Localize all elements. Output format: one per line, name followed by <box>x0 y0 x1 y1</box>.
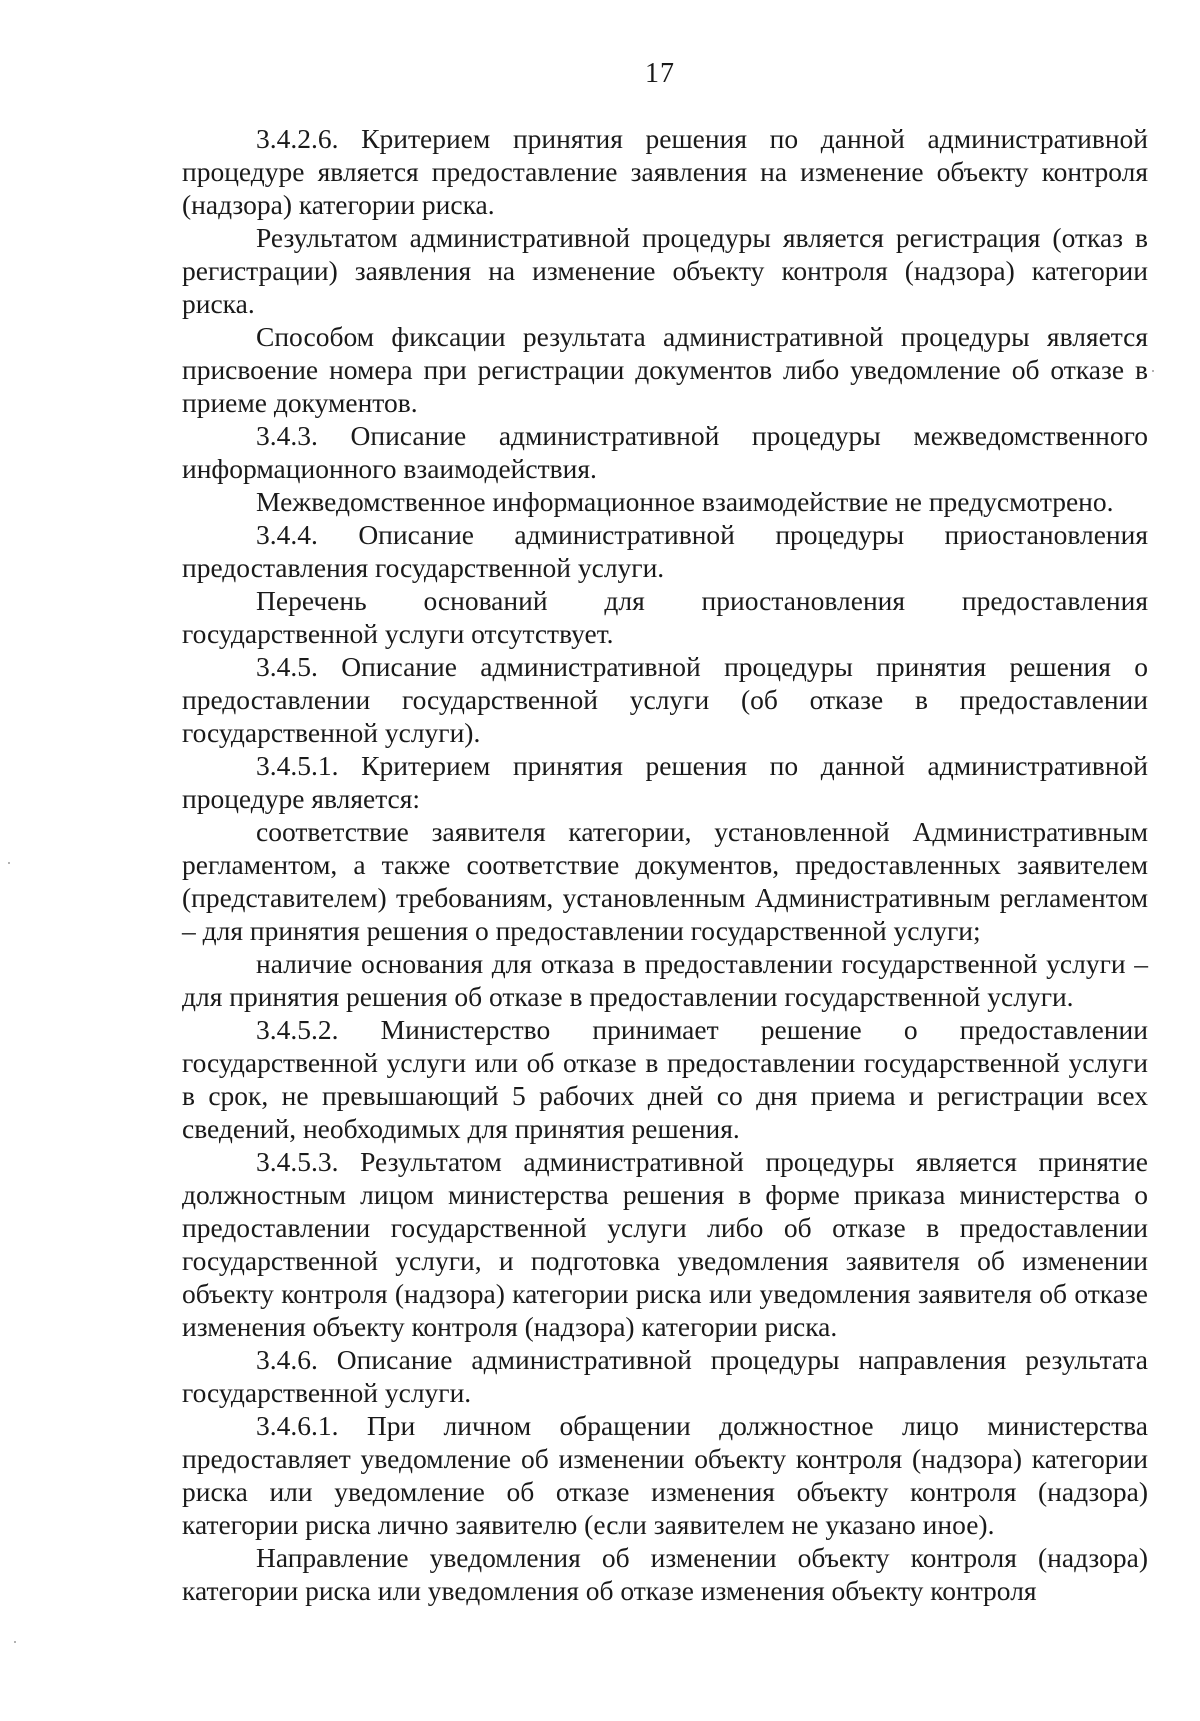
paragraph-fixation-method: Способом фиксации результата административной процедуры является присвоение номера при регистрации документов либо уведомление об отказе в приеме документов. <box>182 321 1148 418</box>
scan-dot <box>8 862 10 864</box>
paragraph-3-4-3: 3.4.3. Описание административной процедуры межведомственного информационного взаимодействия. <box>182 420 1148 484</box>
paragraph-criterion-refusal: наличие основания для отказа в предоставлении государственной услуги – для принятия решения об отказе в предоставлении государственной услуги. <box>182 948 1148 1012</box>
paragraph-notification-direction: Направление уведомления об изменении объекту контроля (надзора) категории риска или уведомления об отказе изменения объекту контроля <box>182 1542 1148 1606</box>
paragraph-3-4-4: 3.4.4. Описание административной процедуры приостановления предоставления государственной услуги. <box>182 519 1148 583</box>
paragraph-result-registration: Результатом административной процедуры является регистрация (отказ в регистрации) заявления на изменение объекту контроля (надзора) категории риска. <box>182 222 1148 319</box>
paragraph-3-4-5-3: 3.4.5.3. Результатом административной процедуры является принятие должностным лицом министерства решения в форме приказа министерства о предоставлении государственной услуги либо об отказе в предоставлении государственной услуги, и подготовка уведомления заявителя об изменении объекту контроля (надзора) категории риска или уведомления заявителя об отказе изменения объекту контроля (надзора) категории риска. <box>182 1146 1148 1342</box>
paragraph-3-4-5-2: 3.4.5.2. Министерство принимает решение о предоставлении государственной услуги или об отказе в предоставлении государственной услуги в срок, не превышающий 5 рабочих дней со дня приема и регистрации всех сведений, необходимых для принятия решения. <box>182 1014 1148 1144</box>
page-number: 17 <box>645 58 675 89</box>
scan-dot <box>14 1641 16 1643</box>
paragraph-3-4-5-1: 3.4.5.1. Критерием принятия решения по данной административной процедуре является: <box>182 750 1148 814</box>
paragraph-3-4-5: 3.4.5. Описание административной процедуры принятия решения о предоставлении государственной услуги (об отказе в предоставлении государственной услуги). <box>182 651 1148 748</box>
paragraph-suspension-grounds: Перечень оснований для приостановления предоставления государственной услуги отсутствует. <box>182 585 1148 649</box>
paragraph-3-4-6: 3.4.6. Описание административной процедуры направления результата государственной услуги. <box>182 1344 1148 1408</box>
paragraph-3-4-2-6: 3.4.2.6. Критерием принятия решения по данной административной процедуре является предоставление заявления на изменение объекту контроля (надзора) категории риска. <box>182 123 1148 220</box>
paragraph-3-4-6-1: 3.4.6.1. При личном обращении должностное лицо министерства предоставляет уведомление об изменении объекту контроля (надзора) категории риска или уведомление об отказе изменения объекту контроля (надзора) категории риска лично заявителю (если заявителем не указано иное). <box>182 1410 1148 1540</box>
scan-dot <box>1152 370 1154 372</box>
paragraph-interagency-not-provided: Межведомственное информационное взаимодействие не предусмотрено. <box>256 486 1114 517</box>
document-body <box>182 122 1148 1607</box>
paragraph-criterion-compliance: соответствие заявителя категории, установленной Административным регламентом, а также соответствие документов, предоставленных заявителем (представителем) требованиям, установленным Административным регламентом – для принятия решения о предоставлении государственной услуги; <box>182 816 1148 946</box>
